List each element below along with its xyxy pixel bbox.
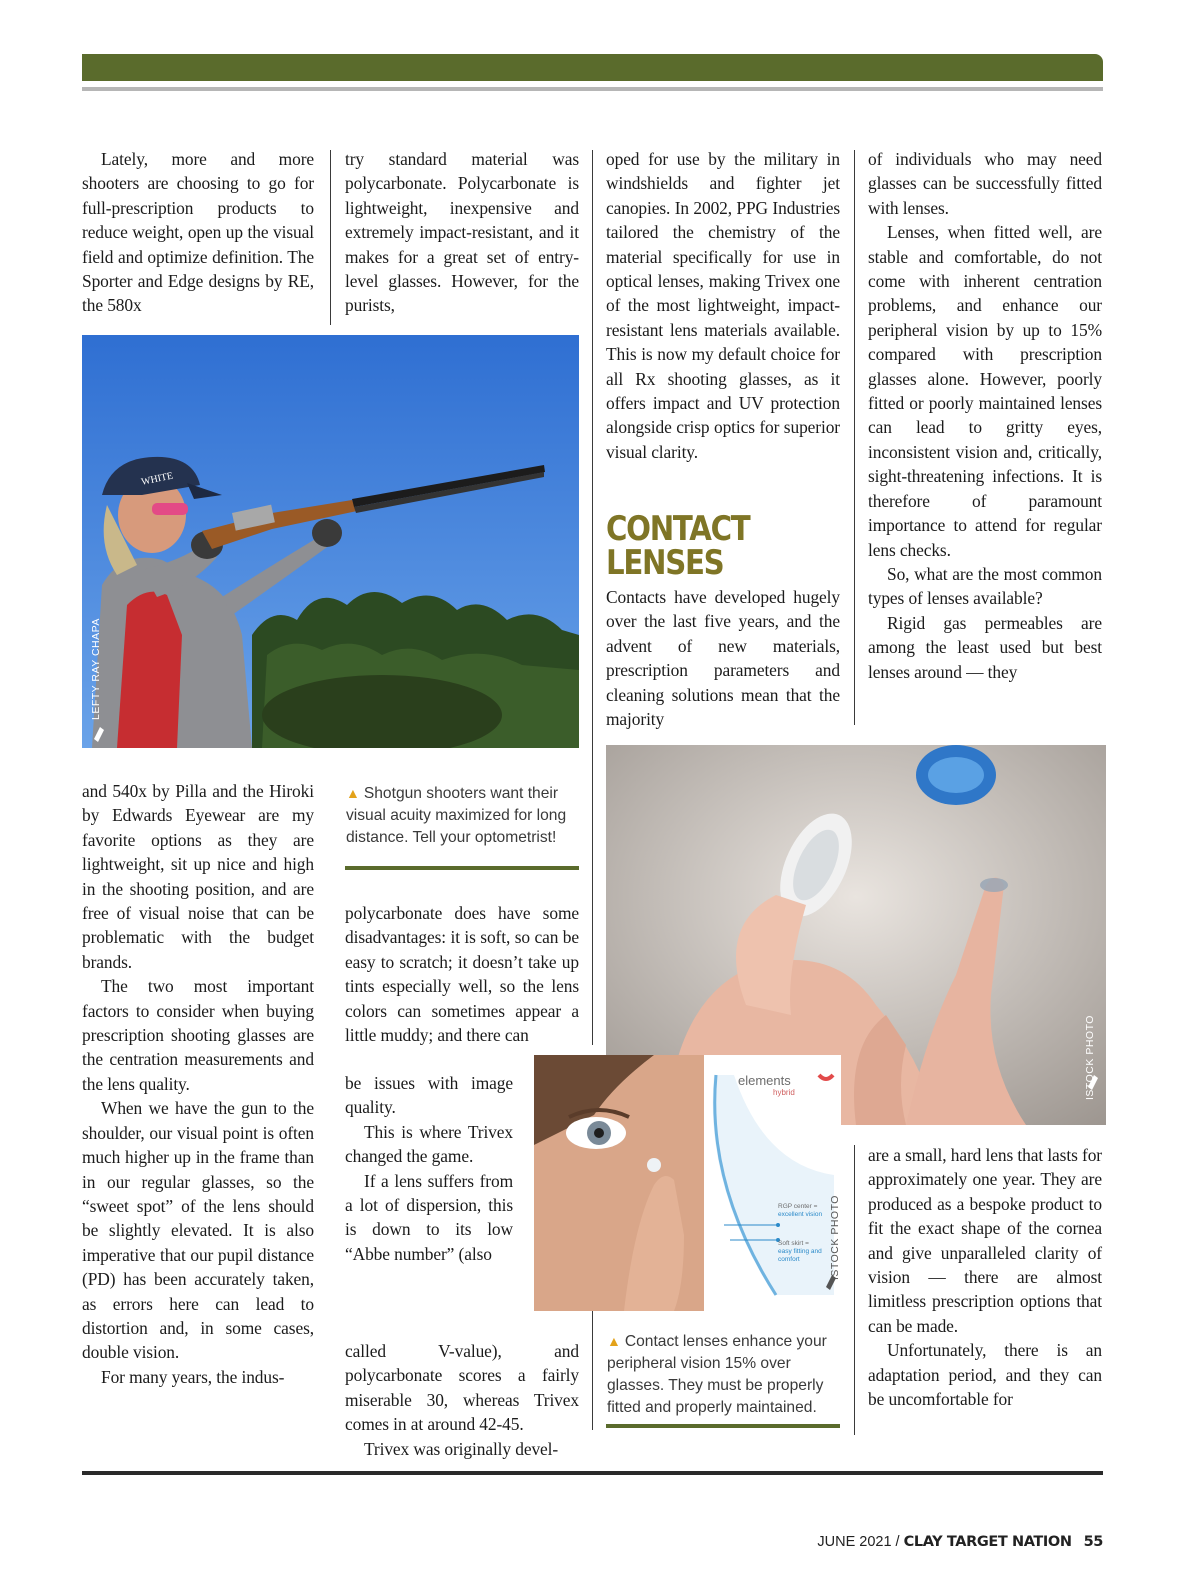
paragraph: Unfortunately, there is an adaptation period, and they can be uncomfortable for <box>868 1340 1102 1410</box>
article-column-2-end <box>345 1339 579 1461</box>
paragraph: Lately, more and more shooters are choosing to go for full-prescription products to reduce weight, open up the visual field and optimize definition. The Sporter and Edge designs by RE, the 580x <box>82 149 314 316</box>
caption-rule <box>345 866 579 870</box>
product-callout <box>778 1240 826 1264</box>
paragraph: of individuals who may need glasses can be successfully fitted with lenses. <box>868 149 1102 218</box>
section-heading <box>606 509 846 583</box>
photo-credit: ISTOCK PHOTO <box>1084 1015 1096 1100</box>
paragraph: and 540x by Pilla and the Hiroki by Edwards Eyewear are my favorite options as they are lightweight, sit up nice and high in the shooting position, and are free of visual noise that can be problematic with the budget brands. <box>82 781 314 972</box>
caption-text: Contact lenses enhance your peripheral vision 15% over glasses. They must be properly fitted and properly maintained. <box>607 1333 827 1416</box>
footer-rule <box>82 1471 1103 1475</box>
product-sub: hybrid <box>773 1088 795 1097</box>
column-rule <box>854 150 855 725</box>
woman-contact-photo <box>534 1055 841 1311</box>
paragraph: The two most important factors to consider when buying prescription shooting glasses are the centration measurements and the lens quality. <box>82 976 314 1094</box>
paragraph: polycarbonate does have some disadvantages: it is soft, so can be easy to scratch; it doesn’t take up tints especially well, so the lens colors can sometimes appear a little muddy; and there can <box>345 903 579 1046</box>
paragraph: oped for use by the military in windshields and fighter jet canopies. In 2002, PPG Industries tailored the chemistry of the material specifically for use in optical lenses, making Trivex one of the most lightweight, impact-resistant lens materials available. This is now my default choice for all Rx shooting glasses, as it offers impact and UV protection alongside crisp optics for superior visual clarity. <box>606 149 840 462</box>
photo-credit: LEFTY RAY CHAPA <box>90 618 102 720</box>
paragraph: For many years, the indus- <box>101 1366 285 1387</box>
triangle-icon: ▲ <box>607 1333 621 1349</box>
article-column-3-top <box>606 147 840 464</box>
column-rule <box>854 1145 855 1435</box>
woman-illustration <box>534 1055 841 1311</box>
column-rule <box>592 150 593 1045</box>
caption-contact-lenses <box>607 1330 840 1419</box>
issue-date: JUNE 2021 / <box>817 1534 900 1550</box>
article-column-4-top <box>868 147 1102 684</box>
article-column-2-wrap <box>345 1071 513 1266</box>
header-rule <box>82 87 1103 91</box>
header-bar <box>82 54 1103 81</box>
cap-logo: WHITE <box>140 470 175 488</box>
paragraph: Rigid gas permeables are among the least used but best lenses around — they <box>868 612 1102 682</box>
shooter-photo <box>82 335 579 748</box>
product-callout <box>778 1203 826 1219</box>
caption-shooter <box>346 782 580 849</box>
column-rule <box>592 1300 593 1430</box>
page-footer <box>817 1534 1103 1550</box>
heading-line: LENSES <box>606 543 724 583</box>
paragraph: called V-value), and polycarbonate scores a fairly miserable 30, whereas Trivex comes in at around 42-45. <box>345 1341 579 1435</box>
shooter-illustration <box>82 335 579 748</box>
page-number: 55 <box>1083 1534 1103 1550</box>
caption-text: Shotgun shooters want their visual acuity maximized for long distance. Tell your optometrist! <box>346 785 567 846</box>
paragraph: When we have the gun to the shoulder, our visual point is often much higher up in the frame than in our regular glasses, so the “sweet spot” of the lens should be slightly elevated. It is also imperative that our pupil distance (PD) has been accurately taken, as errors here can lead to distortion and, in some cases, double vision. <box>82 1098 314 1363</box>
callout-text: easy fitting and comfort <box>778 1248 822 1263</box>
article-column-3-after-heading <box>606 585 840 731</box>
callout-title: RGP center = <box>778 1203 818 1210</box>
article-column-2-bottom <box>345 901 579 1047</box>
magazine-name: CLAY TARGET NATION <box>903 1534 1072 1550</box>
product-brand: elements <box>738 1073 791 1088</box>
article-column-4-bottom <box>868 1143 1102 1411</box>
paragraph: Contacts have developed hugely over the last five years, and the advent of new materials, prescription parameters and cleaning solutions mean that the majority <box>606 587 840 730</box>
paragraph: So, what are the most common types of lenses available? <box>868 563 1102 609</box>
caption-rule <box>606 1424 840 1428</box>
callout-title: Soft skirt = <box>778 1240 809 1247</box>
photo-credit: ISTOCK PHOTO <box>829 1195 841 1280</box>
paragraph: Trivex was originally devel- <box>364 1438 559 1459</box>
callout-text: excellent vision <box>778 1211 823 1218</box>
column-rule <box>330 150 331 325</box>
paragraph: If a lens suffers from a lot of dispersion, this is down to its low “Abbe number” (also <box>345 1170 513 1264</box>
article-column-1-bottom <box>82 779 314 1389</box>
heading-line: CONTACT <box>606 509 750 549</box>
paragraph: This is where Trivex changed the game. <box>345 1121 513 1167</box>
paragraph: Lenses, when fitted well, are stable and comfortable, do not come with inherent centration problems, and enhance our peripheral vision by up to 15% compared with prescription glasses alone. However, poorly fitted or poorly maintained lenses can lead to gritty eyes, inconsistent vision and, critically, sight-threatening infections. It is therefore of paramount importance to attend for regular lens checks. <box>868 222 1102 560</box>
paragraph: be issues with image quality. <box>345 1073 513 1118</box>
article-column-1-top <box>82 147 314 318</box>
paragraph: are a small, hard lens that lasts for approximately one year. They are produced as a bespoke product to fit the exact shape of the cornea and give unparalleled clarity of vision — there are almost limitless prescription options that can be made. <box>868 1145 1102 1336</box>
triangle-icon: ▲ <box>346 785 360 801</box>
paragraph: try standard material was polycarbonate. Polycarbonate is lightweight, inexpensive and extremely impact-resistant, and it makes for a great set of entry-level glasses. However, for the purists, <box>345 149 579 316</box>
article-column-2-top <box>345 147 579 318</box>
